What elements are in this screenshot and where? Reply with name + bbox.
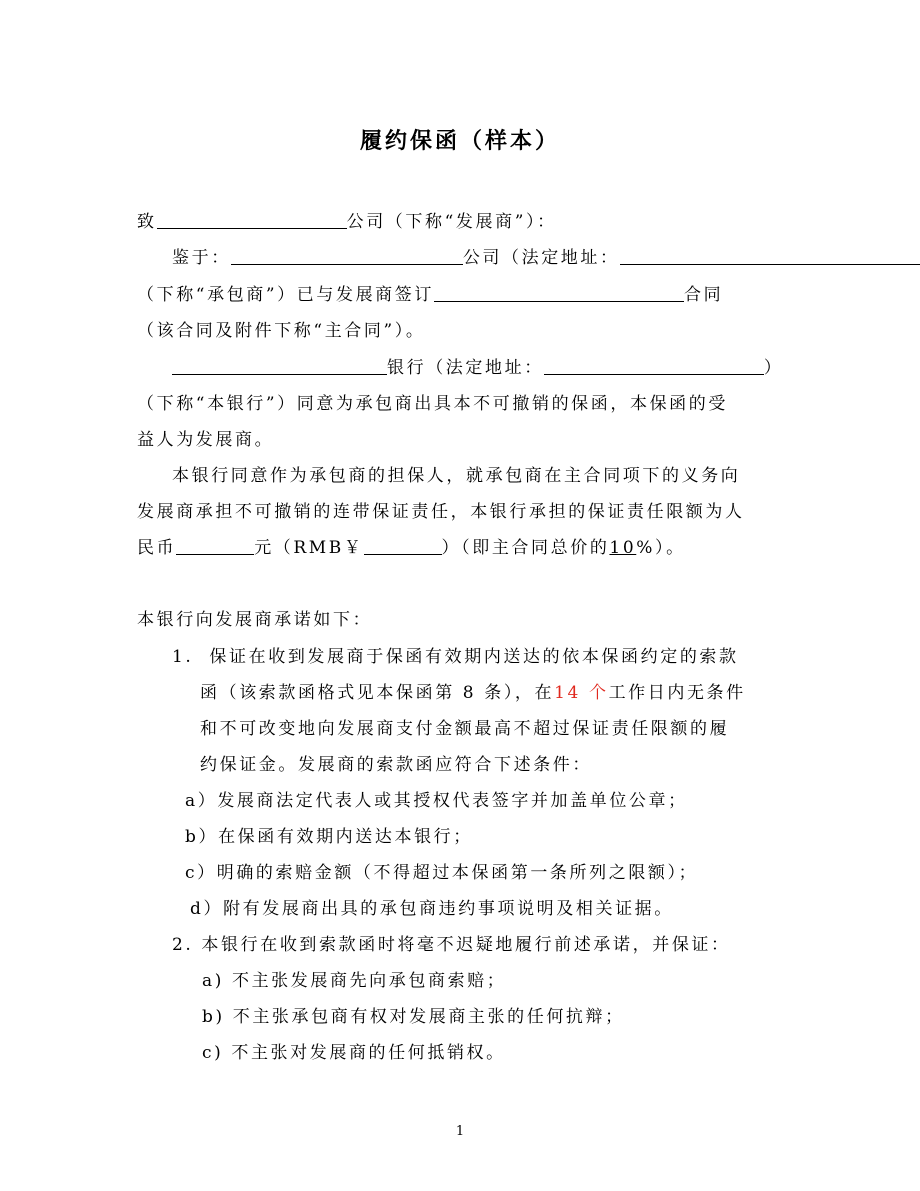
contract-line [137, 284, 723, 306]
blank-amount-cny [176, 537, 254, 555]
contract-label: 合同 [683, 285, 724, 305]
blank-company [157, 211, 347, 229]
item-1-line-4: 约保证金。发展商的索款函应符合下述条件： [200, 755, 592, 775]
percentage-value: 10 [609, 538, 637, 558]
item-1-line-3: 和不可改变地向发展商支付金额最高不超过保证责任限额的履 [200, 719, 730, 739]
legal-address-label: 公司（法定地址： [462, 248, 620, 268]
main-contract-line: （该合同及附件下称“主合同”）。 [137, 321, 426, 341]
document-title: 履约保函（样本） [359, 129, 560, 154]
guarantee-c: c) 不主张对发展商的任何抵销权。 [202, 1043, 506, 1063]
developer-label: 公司（下称“发展商”）： [346, 212, 557, 232]
guarantor-line: 本银行同意作为承包商的担保人，就承包商在主合同项下的义务向 [172, 466, 741, 486]
blank-contractor [231, 247, 463, 265]
whereas-line [172, 247, 920, 269]
blank-bank [172, 357, 387, 375]
liability-line: 发展商承担不可撤销的连带保证责任，本银行承担的保证责任限额为人 [137, 502, 745, 522]
bank-address-label: 银行（法定地址： [387, 358, 544, 378]
contractor-text: （下称“承包商”）已与发展商签订 [137, 285, 434, 305]
guarantee-a: a) 不主张发展商先向承包商索赔； [202, 971, 507, 991]
item-2-line: 2. 本银行在收到索款函时将毫不迟疑地履行前述承诺，并保证： [172, 935, 731, 955]
bank-line: 银行（法定地址： ） [172, 357, 783, 379]
blank-address [620, 247, 920, 265]
commitments-heading: 本银行向发展商承诺如下： [137, 610, 373, 630]
condition-d: d）附有发展商出具的承包商违约事项说明及相关证据。 [190, 899, 674, 919]
beneficiary-line: 益人为发展商。 [137, 430, 275, 450]
item-1-line-1: 1. 保证在收到发展商于保函有效期内送达的依本保函约定的索款 [172, 647, 739, 667]
condition-a: a）发展商法定代表人或其授权代表签字并加盖单位公章； [185, 791, 688, 811]
deadline-days: 14 个 [554, 683, 609, 703]
blank-contract [434, 284, 684, 302]
whereas-label: 鉴于： [172, 248, 231, 268]
item-1-line-2: 函（该索款函格式见本保函第 8 条），在14 个工作日内无条件 [200, 683, 746, 703]
addressee-line [137, 211, 557, 233]
blank-bank-address [544, 357, 764, 375]
condition-b: b）在保函有效期内送达本银行； [185, 827, 473, 847]
blank-amount-rmb [364, 537, 442, 555]
bank-agree-line: （下称“本银行”）同意为承包商出具本不可撤销的保函，本保函的受 [137, 394, 728, 414]
guarantee-b: b) 不主张承包商有权对发展商主张的任何抗辩； [202, 1007, 625, 1027]
page-number: 1 [455, 1124, 465, 1139]
amount-line: 民币 元（RMB￥ ）（即主合同总价的10%）。 [137, 538, 686, 558]
to-label: 致 [137, 212, 157, 232]
condition-c: c）明确的索赔金额（不得超过本保函第一条所列之限额）； [185, 863, 699, 883]
